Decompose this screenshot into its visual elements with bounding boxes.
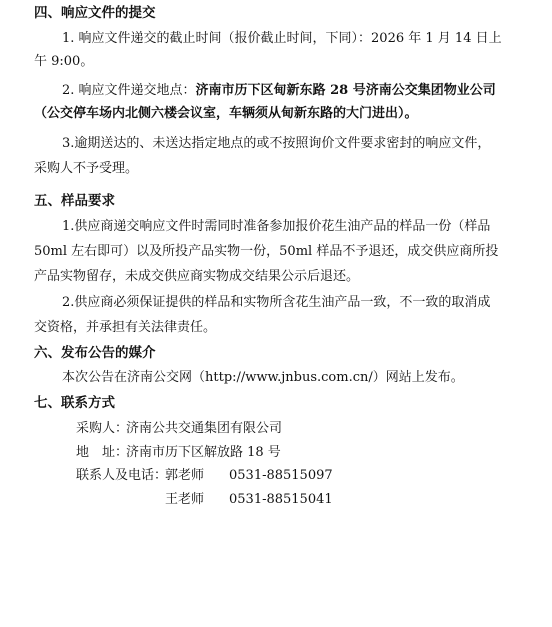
section-5-item-1-line-1: 1.供应商递交响应文件时需同时准备参加报价花生油产品的样品一份（样品 [62, 219, 491, 234]
purchaser-label: 采购人： [76, 421, 129, 436]
section-4-item-1-line-2: 午 9:00。 [34, 54, 94, 69]
section-4-item-2-location: 济南市历下区甸新东路 28 号济南公交集团物业公司 [195, 83, 496, 98]
section-6-heading: 六、发布公告的媒介 [34, 345, 156, 361]
contact-phone: 0531-88515041 [229, 492, 333, 507]
section-4-item-2-line-2: （公交停车场内北侧六楼会议室，车辆须从甸新东路的大门进出）。 [34, 106, 418, 121]
section-5-item-1-line-3: 产品实物留存，未成交供应商实物成交结果公示后退还。 [34, 269, 360, 284]
address-label: 地 址： [76, 445, 129, 460]
section-5-item-2-line-2: 交资格，并承担有关法律责任。 [34, 320, 217, 335]
section-4-item-3-line-2: 采购人不予受理。 [34, 161, 139, 176]
section-5-item-1-line-2: 50ml 左右即可）以及所投产品实物一份，50ml 样品不予退还，成交供应商所投 [34, 244, 499, 259]
contact-phone: 0531-88515097 [229, 468, 333, 483]
contact-name: 王老师 [165, 492, 205, 507]
section-5-heading: 五、样品要求 [34, 193, 115, 209]
purchaser-value: 济南公共交通集团有限公司 [126, 421, 283, 436]
section-4-item-2-line-1 [62, 82, 496, 100]
section-5-item-2-line-1: 2.供应商必须保证提供的样品和实物所含花生油产品一致，不一致的取消成 [62, 295, 491, 310]
address-value: 济南市历下区解放路 18 号 [126, 445, 281, 460]
section-4-item-1-line-1: 1. 响应文件递交的截止时间（报价截止时间，下同）：2026 年 1 月 14 日上 [62, 31, 502, 46]
contact-label: 联系人及电话： [76, 468, 168, 483]
section-7-heading: 七、联系方式 [34, 395, 115, 411]
contact-name: 郭老师 [165, 468, 205, 483]
section-4-heading: 四、响应文件的提交 [34, 5, 156, 21]
section-6-text: 本次公告在济南公交网（http://www.jnbus.com.cn/）网站上发布。 [62, 370, 464, 385]
section-4-item-3-line-1: 3.逾期送达的、未送达指定地点的或不按照询价文件要求密封的响应文件， [62, 136, 491, 151]
section-4-item-2-prefix: 2. 响应文件递交地点： [62, 83, 196, 98]
